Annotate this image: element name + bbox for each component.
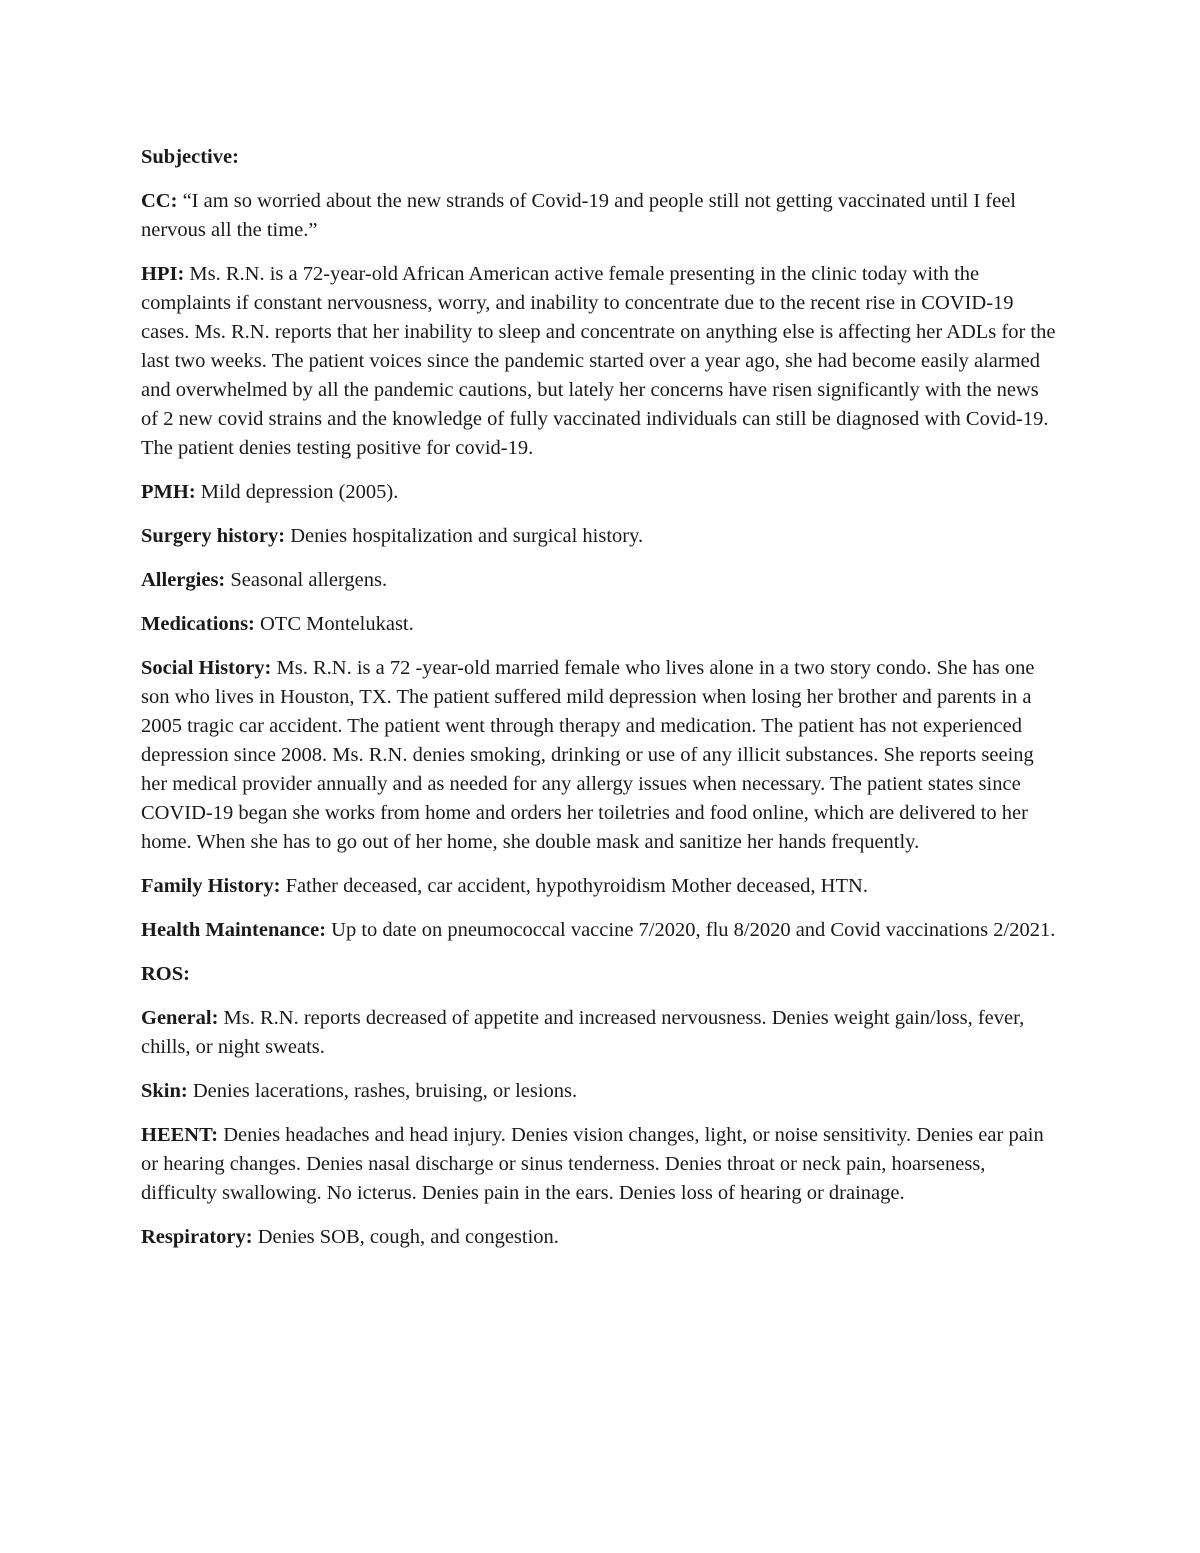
subjective-heading: [141, 143, 1056, 172]
section-text: Denies SOB, cough, and congestion.: [257, 1226, 559, 1248]
ros-heent-section: [141, 1121, 1056, 1208]
document-page: [141, 143, 1056, 1267]
section-label: Surgery history:: [141, 525, 286, 547]
section-label: HEENT:: [141, 1124, 219, 1146]
section-text: Father deceased, car accident, hypothyroidism Mother deceased, HTN.: [285, 875, 868, 897]
section-text: Up to date on pneumococcal vaccine 7/2020, flu 8/2020 and Covid vaccinations 2/2021.: [331, 919, 1056, 941]
section-label: PMH:: [141, 481, 196, 503]
section-text: Ms. R.N. is a 72-year-old African American active female presenting in the clinic today with the complaints if constant nervousness, worry, and inability to concentrate due to the recent rise in COVID-19 cases. Ms. R.N. reports that her inability to sleep and concentrate on anything else is affecting her ADLs for the last two weeks. The patient voices since the pandemic started over a year ago, she had become easily alarmed and overwhelmed by all the pandemic cautions, but lately her concerns have risen significantly with the news of 2 new covid strains and the knowledge of fully vaccinated individuals can still be diagnosed with Covid-19. The patient denies testing positive for covid-19.: [141, 263, 1056, 459]
section-label: Skin:: [141, 1080, 188, 1102]
cc-section: [141, 187, 1056, 245]
section-text: Mild depression (2005).: [200, 481, 399, 503]
hpi-section: [141, 260, 1056, 463]
section-text: OTC Montelukast.: [260, 613, 414, 635]
section-text: Denies hospitalization and surgical history.: [290, 525, 644, 547]
section-text: “I am so worried about the new strands of Covid-19 and people still not getting vaccinated until I feel nervous all the time.”: [141, 190, 1017, 241]
ros-respiratory-section: [141, 1223, 1056, 1252]
section-label: General:: [141, 1007, 219, 1029]
section-label: Respiratory:: [141, 1226, 253, 1248]
health-maintenance-section: [141, 916, 1056, 945]
section-label: Health Maintenance:: [141, 919, 327, 941]
section-text: Ms. R.N. is a 72 -year-old married female who lives alone in a two story condo. She has one son who lives in Houston, TX. The patient suffered mild depression when losing her brother and parents in a 2005 tragic car accident. The patient went through therapy and medication. The patient has not experienced depression since 2008. Ms. R.N. denies smoking, drinking or use of any illicit substances. She reports seeing her medical provider annually and as needed for any allergy issues when necessary. The patient states since COVID-19 began she works from home and orders her toiletries and food online, which are delivered to her home. When she has to go out of her home, she double mask and sanitize her hands frequently.: [141, 657, 1035, 853]
heading-label: Subjective:: [141, 146, 239, 168]
heading-label: ROS:: [141, 963, 190, 985]
section-text: Denies headaches and head injury. Denies vision changes, light, or noise sensitivity. Denies ear pain or hearing changes. Denies nasal discharge or sinus tenderness. Denies throat or neck pain, hoarseness, difficulty swallowing. No icterus. Denies pain in the ears. Denies loss of hearing or drainage.: [141, 1124, 1044, 1204]
section-text: Seasonal allergens.: [230, 569, 388, 591]
pmh-section: [141, 478, 1056, 507]
ros-general-section: [141, 1004, 1056, 1062]
section-label: Allergies:: [141, 569, 226, 591]
medications-section: [141, 610, 1056, 639]
section-text: Denies lacerations, rashes, bruising, or lesions.: [192, 1080, 578, 1102]
section-text: Ms. R.N. reports decreased of appetite and increased nervousness. Denies weight gain/loss, fever, chills, or night sweats.: [141, 1007, 1025, 1058]
section-label: Medications:: [141, 613, 255, 635]
allergies-section: [141, 566, 1056, 595]
ros-skin-section: [141, 1077, 1056, 1106]
surgery-history-section: [141, 522, 1056, 551]
section-label: CC:: [141, 190, 178, 212]
section-label: Family History:: [141, 875, 281, 897]
social-history-section: [141, 654, 1056, 857]
section-label: Social History:: [141, 657, 272, 679]
family-history-section: [141, 872, 1056, 901]
ros-heading: [141, 960, 1056, 989]
section-label: HPI:: [141, 263, 185, 285]
